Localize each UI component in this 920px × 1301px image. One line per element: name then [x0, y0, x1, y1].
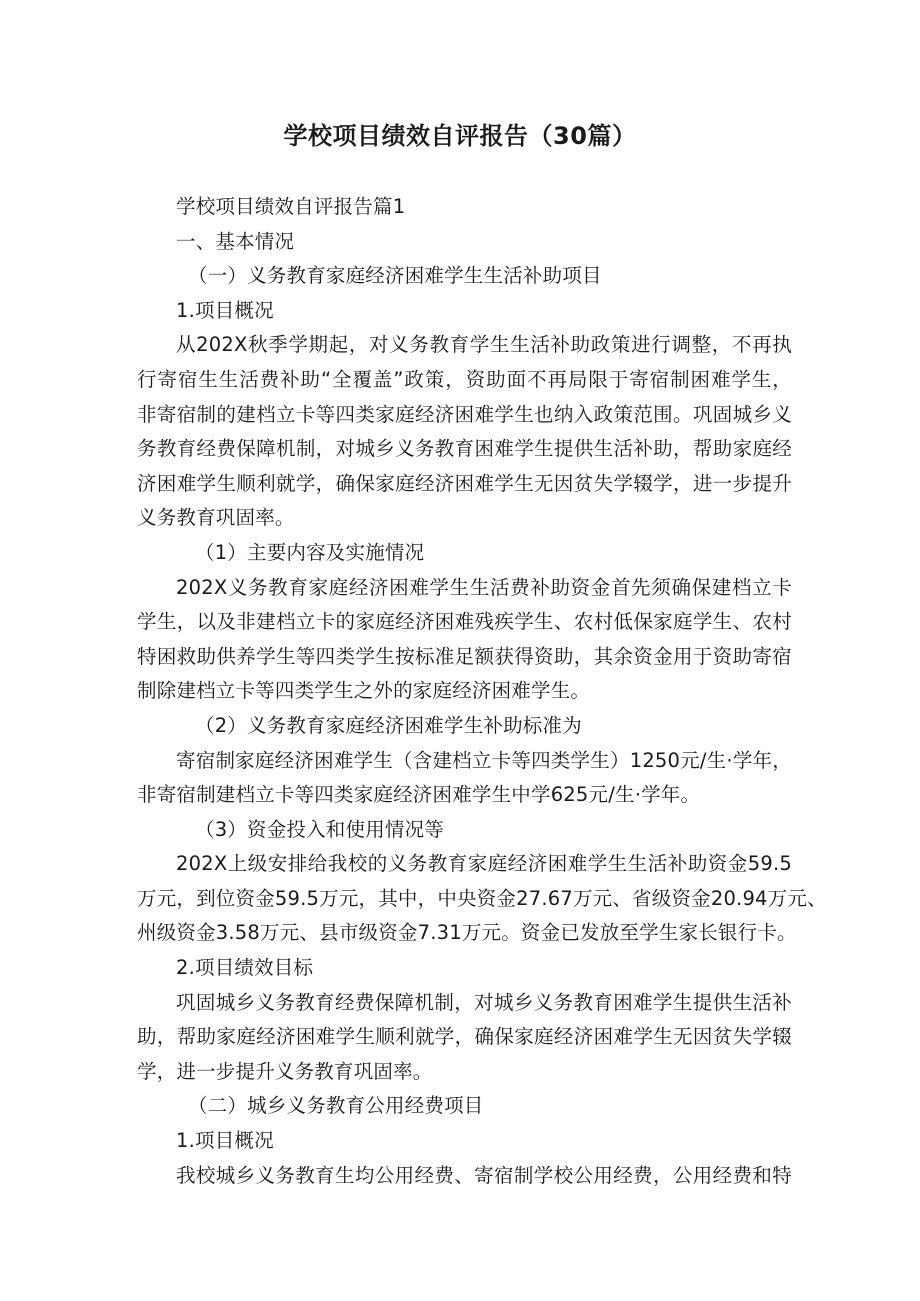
text-line: 学生，以及非建档立卡的家庭经济困难残疾学生、农村低保家庭学生、农村	[137, 610, 792, 634]
text-line: （二）城乡义务教育公用经费项目	[188, 1094, 484, 1118]
text-line: 特困救助供养学生等四类学生按标准足额获得资助，其余资金用于资助寄宿	[137, 644, 792, 668]
text-line: 制除建档立卡等四类学生之外的家庭经济困难学生。	[137, 679, 591, 703]
text-line: 寄宿制家庭经济困难学生（含建档立卡等四类学生）1250元/生·学年，	[176, 748, 792, 772]
text-line: 非寄宿制建档立卡等四类家庭经济困难学生中学625元/生·学年。	[137, 783, 701, 807]
text-line: （3）资金投入和使用情况等	[195, 817, 445, 841]
text-line: 1.项目概况	[176, 1129, 274, 1153]
text-line: 州级资金3.58万元、县市级资金7.31万元。资金已发放至学生家长银行卡。	[137, 921, 797, 945]
text-line: 一、基本情况	[176, 229, 295, 253]
text-line: 务教育经费保障机制，对城乡义务教育困难学生提供生活补助，帮助家庭经	[137, 437, 792, 461]
text-line: 非寄宿制的建档立卡等四类家庭经济困难学生也纳入政策范围。巩固城乡义	[137, 402, 792, 426]
text-line: 我校城乡义务教育生均公用经费、寄宿制学校公用经费，公用经费和特	[176, 1163, 792, 1187]
text-line: （1）主要内容及实施情况	[195, 540, 425, 564]
text-line: 学，进一步提升义务教育巩固率。	[137, 1059, 433, 1083]
text-line: 济困难学生顺利就学，确保家庭经济困难学生无因贫失学辍学，进一步提升	[137, 471, 792, 495]
text-line: 202X上级安排给我校的义务教育家庭经济困难学生生活补助资金59.5	[176, 852, 792, 876]
text-line: 万元，到位资金59.5万元，其中，中央资金27.67万元、省级资金20.94万元、	[137, 886, 827, 910]
document-title: 学校项目绩效自评报告（30篇）	[283, 122, 637, 150]
text-line: 2.项目绩效目标	[176, 956, 314, 980]
text-line: （2）义务教育家庭经济困难学生补助标准为	[195, 713, 582, 737]
text-line: 学校项目绩效自评报告篇1	[176, 195, 406, 218]
text-line: 巩固城乡义务教育经费保障机制，对城乡义务教育困难学生提供生活补	[176, 990, 792, 1014]
text-line: 1.项目概况	[176, 298, 274, 322]
document-body	[137, 190, 827, 1193]
text-line: 行寄宿生生活费补助“全覆盖”政策，资助面不再局限于寄宿制困难学生，	[137, 367, 792, 391]
text-line: 义务教育巩固率。	[137, 506, 295, 530]
text-line: （一）义务教育家庭经济困难学生生活补助项目	[188, 264, 602, 288]
text-line: 202X义务教育家庭经济困难学生生活费补助资金首先须确保建档立卡	[176, 575, 792, 599]
text-line: 助，帮助家庭经济困难学生顺利就学，确保家庭经济困难学生无因贫失学辍	[137, 1025, 792, 1049]
text-line: 从202X秋季学期起，对义务教育学生生活补助政策进行调整，不再执	[176, 333, 792, 357]
